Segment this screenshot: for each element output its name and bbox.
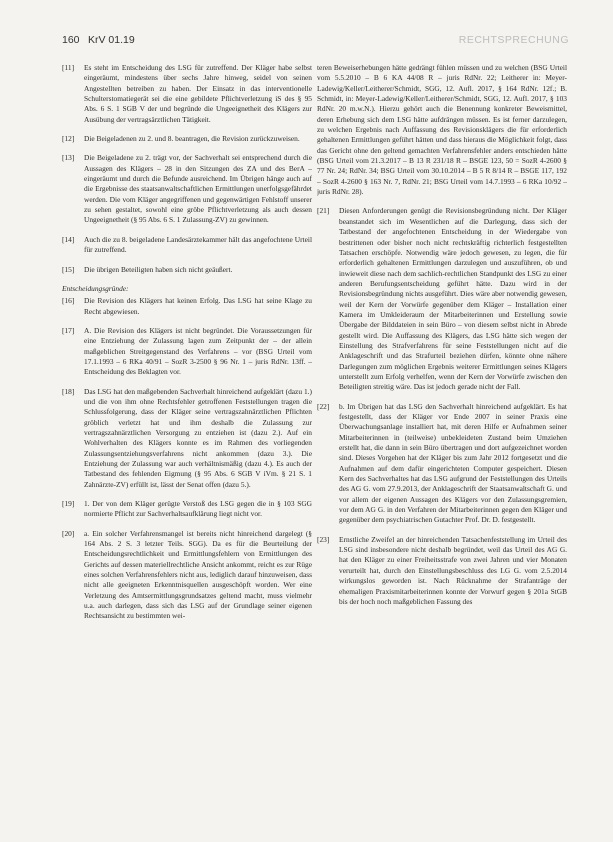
paragraph	[62, 529, 312, 622]
paragraph-text: Die übrigen Beteiligten haben sich nicht geäußert.	[84, 264, 233, 274]
page-header	[62, 34, 569, 50]
paragraph-text: teren Beweiserhebungen hätte gedrängt fühlen müssen und zu welchen (BSG Urteil vom 5.5.2010 – B 6 KA 44/08 R – juris RdNr. 22; Leitherer in: Meyer-Ladewig/Keller/Leitherer/Schmidt, SGG, 12. Aufl. 2017, § 164 RdNr. 12f.; B. Schmidt, in: Meyer-Ladewig/Keller/Leitherer/Schmidt, SGG, 12. Aufl. 2017, § 103 RdNr. 20 m.w.N.). Hierzu gehört auch die Benennung konkreter Beweismittel, deren Erhebung sich dem LSG hätte aufdrängen müssen. Es ist ferner darzulegen, zu welchen Ergebnis nach Auffassung des Revisionsklägers die für erforderlich gehaltenen Ermittlungen geführt hätten und dass hieraus die Möglichkeit folgt, dass das Gericht ohne den geltend gemachten Verfahrensfehler anders entschieden hätte (BSG Urteil vom 21.3.2017 – B 13 R 231/18 R – BSGE 123, 50 = SozR 4-2600 § 77 Nr. 24; RdNr. 34; BSG Urteil vom 30.10.2014 – B 5 R 8/14 R – BSGE 117, 192 – SozR 4-2600 § 163 Nr. 7, RdNr. 21; BSG Urteil vom 14.7.1993 – 6 RKa 10/92 – juris RdNr. 28).	[317, 63, 567, 197]
paragraph-number: [23]	[317, 534, 330, 544]
paragraph-number: [12]	[62, 134, 75, 144]
paragraph	[62, 387, 312, 490]
journal-name: KrV 01.19	[88, 34, 135, 46]
paragraph-number: [22]	[317, 401, 330, 411]
paragraph-text: Das LSG hat den maßgebenden Sachverhalt hinreichend aufgeklärt (dazu 1.) und die von ihm ohne Rechtsfehler getroffenen Feststellungen tragen die Schlussfolgerung, dass der Kläger seine vertragszahnärztlichen Pflichten gröblich verletzt hat und ihm deshalb die Zulassung zur vertragszahnärztlichen Versorgung zu entziehen ist (dazu 2.). Auf ein Wohlverhalten des Klägers konnte es im Rahmen des vorliegenden Zulassungsentziehungsverfahrens nicht ankommen (dazu 3.). Die Entziehung der Zulassung war auch verhältnismäßig (dazu 4.). Es auch der Tatbestand des fehlenden Eigmung (§ 95 Abs. 6 SGB V iVm. § 21 S. 1 Zahnärzte-ZV) erfüllt ist, lässt der Senat offen (dazu 5.).	[84, 386, 312, 489]
paragraph-number: [18]	[62, 386, 75, 396]
paragraph	[62, 326, 312, 378]
paragraph	[62, 499, 312, 520]
paragraph-number: [16]	[62, 296, 75, 306]
section-tag: RECHTSPRECHUNG	[458, 34, 569, 46]
right-column	[317, 63, 567, 823]
paragraph-text: Ernstliche Zweifel an der hinreichenden Tatsachenfeststellung im Urteil des LSG sind insbesondere nicht deshalb begründet, weil das Urteil des AG G. hat den Kläger zu einer Freiheitsstrafe von zwei Jahren und vier Monaten verurteilt hat, durch den Einstellungsbeschluss des LG G. vom 2.5.2014 wirkungslos geworden ist. Nach Rücknahme der Strafanträge der ehemaligen Praxismitarbeiterinnen konnte der Vorwurf gegen § 201a StGB bis der hoch noch maßgeblichen Fassung des	[339, 534, 567, 606]
page-number: 160	[62, 34, 80, 46]
paragraph-number: [19]	[62, 499, 75, 509]
paragraph-text: A. Die Revision des Klägers ist nicht begründet. Die Voraussetzungen für eine Entziehung der Zulassung lagen zum Zeitpunkt der – der allein maßgeblichen Streitgegenstand des Verfahrens – vor (BSG Urteil vom 17.1.1993 – 6 RKa 40/91 – SozR 3-2500 § 96 Nr. 1 – juris RdNr. 13ff. – Entscheidung des Beklagten vor.	[84, 325, 312, 377]
paragraph	[62, 296, 312, 317]
paragraph-number: [20]	[62, 528, 75, 538]
paragraph-number: [17]	[62, 325, 75, 335]
paragraph-text: Die Revision des Klägers hat keinen Erfolg. Das LSG hat seine Klage zu Recht abgewiesen.	[84, 296, 312, 316]
paragraph	[62, 63, 312, 125]
paragraph-text: Es steht im Entscheidung des LSG für zutreffend. Der Kläger habe selbst eingeräumt, mindestens über sechs Jahre hinweg, seidel von seinen Angestellten betreiben zu haben. Der Einsatz in das interventionelle Schulterstomatiegerät sei die eine gebildete Pflichtverletzung iS des § 95 Abs. 6 S. 1 SGB V der und begründe die Ungeeignetheit des Klägers zur Ausübung der vertragsärztlichen Tätigkeit.	[84, 63, 312, 124]
paragraph-number: [13]	[62, 153, 75, 163]
paragraph-text: b. Im Übrigen hat das LSG den Sachverhalt hinreichend aufgeklärt. Es hat festgestellt, dass der Kläger vor Ende 2007 in seiner Praxis eine Überwachungsanlage installiert hat, mit deren Hilfe er Aufnahmen seiner Mitarbeiterinnen in (teilweise) unbekleideten Zustand beim Umziehen erstellt hat, die dann in sein Büro übertragen und dort aufgezeichnet worden sind. Dieses Vorgehen hat der Kläger bis zum Jahr 2012 fortgesetzt und die Aufnahmen auf dem dafür eingerichteten Computer gespeichert. Diesen Kern des Sachverhaltes hat das LSG aufgrund der Feststellungen des Urteils des AG G. vom 27.9.2013, der Anklageschrift der Staatsanwaltschaft G. und vor allem der eigenen Aussagen des Klägers vor den Zulassungsgremien, vor dem AG G. in den Verfahren der Mitarbeiterinnen gegen den Kläger und gegenüber dem psychiatrischen Gutachter Prof. Dr. D. festgestellt.	[339, 401, 567, 525]
paragraph	[62, 153, 312, 225]
paragraph-text: 1. Der von dem Kläger gerügte Verstoß des LSG gegen die in § 103 SGG normierte Pflicht zur Sachverhaltsaufklärung liegt nicht vor.	[84, 499, 312, 519]
paragraph-text: Diesen Anforderungen genügt die Revisionsbegründung nicht. Der Kläger beanstandet sich im Wesentlichen auf die Darlegung, dass sich der Tatbestand der angefochtenen Entscheidung in der Wiedergabe von bestrittenen oder bisher noch nicht rechtskräftig richterlich festgestellten Tatsachen erschöpfe. Notwendig wäre jedoch gewesen, zu legen, die für erforderlich gehaltenen Ermittlungen darzulegen und auszuführen, ob und inwieweit diese nach dem sachlich-rechtlichen Standpunkt des LSG zu einer anderen Berufungsentscheidung geführt hätte. Dazu wird in der Revisionsbegründung nichts ausgeführt. Dies wäre aber notwendig gewesen, weil der Kern der Vorwürfe gegenüber dem Kläger – Installation einer Kamera im Umkleideraum der Mitarbeiterinnen und Erstellung sowie Übergabe der Bilddateien in sein Büro – von diesem selbst nicht in Abrede gestellt wird. Die Auffassung des Klägers, das LSG hätte sich wegen der Einstellung des Strafverfahrens für seine Feststellungen nicht auf die Anklageschrift und das Strafurteil beziehen dürfen, könnte ohne nähere Darlegungen zum möglichen Ergebnis weiterer Ermittlungen seines Klägers unterstellt zum Erfolg verhelfen, wenn der Kern der Vorwürfe zwischen den Beteiligten streitig wäre. Das ist jedoch gerade nicht der Fall.	[339, 206, 567, 392]
paragraph	[317, 206, 567, 392]
paragraph-number: [11]	[62, 63, 75, 72]
paragraph	[62, 134, 312, 144]
paragraph-number: [21]	[317, 206, 330, 216]
paragraph	[317, 63, 567, 197]
left-column	[62, 63, 312, 823]
paragraph-number: [14]	[62, 234, 75, 244]
paragraph-text: Die Beigeladenen zu 2. und 8. beantragen, die Revision zurückzuweisen.	[84, 134, 300, 144]
paragraph	[62, 235, 312, 256]
paragraph-text: a. Ein solcher Verfahrensmangel ist bereits nicht hinreichend dargelegt (§ 164 Abs. 2 S. 3 letzter Teils. SGG). Da es für die Beurteilung der Entscheidungsrechtlichkeit und Ermittlungsfehlern von Ermittlungen des Gerichts auf dessen materiellrechtliche Ansicht ankommt, reicht es zur Rüge eines solchen Verfahrensfehlers nicht aus, lediglich darauf hinzuweisen, dass nicht alle geeigneten Erkenntnisquellen ausgeschöpft worden. Wer eine Verletzung des Amtsermittlungsgrundsatzes geltend macht, muss vielmehr u.a. auch darlegen, dass sich das LSG auf der Grundlage seiner eigenen Rechtsansicht zu bestimmten wei-	[84, 528, 312, 621]
paragraph-number: [15]	[62, 264, 75, 274]
paragraph-text: Auch die zu 8. beigeladene Landesärztekammer hält das angefochtene Urteil für zutreffend.	[84, 234, 312, 255]
paragraph	[317, 535, 567, 607]
paragraph-text: Die Beigeladene zu 2. trägt vor, der Sachverhalt sei entsprechend durch die Aussagen des Klägers – 28 in den Sitzungen des ZA und des BerA – eingeräumt und durch die Befunde ausreichend. Im Übrigen hänge auch auf die Ergebnisse des staatsanwaltschaftlichen Ermittlungen unerfolgsgefährdet werden. Die vom Kläger angegriffenen und gegenwärtigen Fehlstoff unserer zu sehen gestaltet, sowohl eine gröbe Pflichtverletzung als auch dessen Ungeeignetheit (§ 95 Abs. 6 S. 1 Zulassung-ZV) zu gewinnen.	[84, 153, 312, 225]
paragraph	[317, 402, 567, 526]
section-heading: Entscheidungsgründe:	[62, 283, 129, 293]
paragraph	[62, 265, 312, 275]
